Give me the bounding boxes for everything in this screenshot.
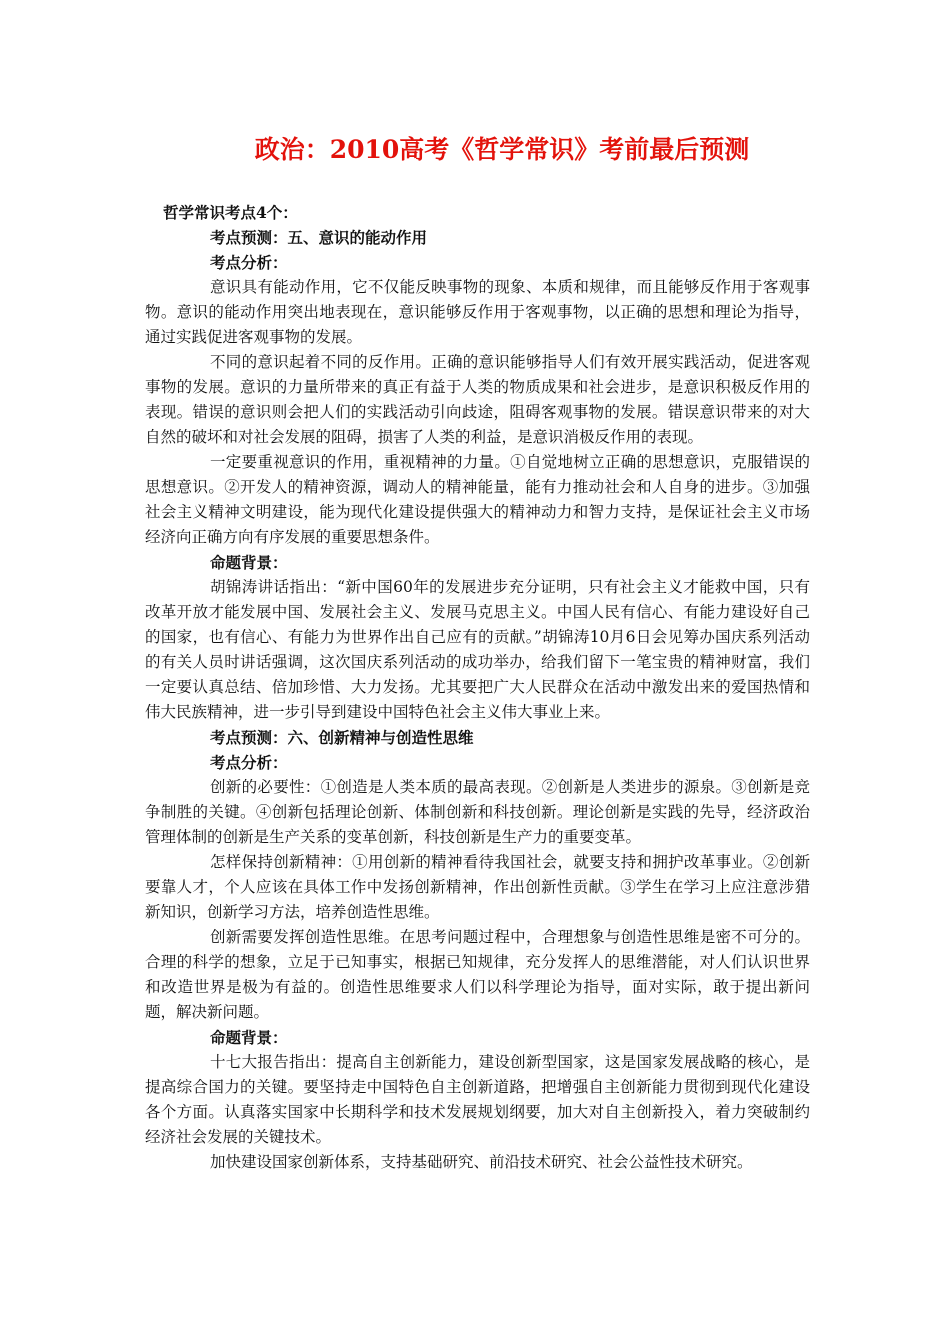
section2-background-label: 命题背景：	[210, 1028, 288, 1047]
section2-paragraph-1: 创新的必要性：①创造是人类本质的最高表现。②创新是人类进步的源泉。③创新是竞争制胜的关键。④创新包括理论创新、体制创新和科技创新。理论创新是实践的先导，经济政治管理体制的创新是生产关系的变革创新，科技创新是生产力的重要变革。	[145, 778, 810, 846]
section1-analysis-label: 考点分析：	[210, 253, 288, 272]
document-body	[145, 200, 810, 1175]
document-title: 政治：2010高考《哲学常识》考前最后预测	[254, 135, 750, 164]
section2-paragraph-2: 怎样保持创新精神：①用创新的精神看待我国社会，就要支持和拥护改革事业。②创新要靠人才，个人应该在具体工作中发扬创新精神，作出创新性贡献。③学生在学习上应注意涉猎新知识，创新学习方法，培养创造性思维。	[145, 853, 810, 921]
intro-line: 哲学常识考点4个：	[163, 203, 298, 222]
section1-paragraph-3: 一定要重视意识的作用，重视精神的力量。①自觉地树立正确的思想意识，克服错误的思想意识。②开发人的精神资源，调动人的精神能量，能有力推动社会和人自身的进步。③加强社会主义精神文明建设，能为现代化建设提供强大的精神动力和智力支持，是保证社会主义市场经济向正确方向有序发展的重要思想条件。	[145, 453, 810, 546]
section2-heading: 考点预测：六、创新精神与创造性思维	[210, 728, 474, 747]
section1-paragraph-1: 意识具有能动作用，它不仅能反映事物的现象、本质和规律，而且能够反作用于客观事物。意识的能动作用突出地表现在，意识能够反作用于客观事物，以正确的思想和理论为指导，通过实践促进客观事物的发展。	[145, 278, 810, 346]
section1-background-label: 命题背景：	[210, 553, 288, 572]
section2-analysis-label: 考点分析：	[210, 753, 288, 772]
section2-paragraph-3: 创新需要发挥创造性思维。在思考问题过程中，合理想象与创造性思维是密不可分的。合理的科学的想象，立足于已知事实，根据已知规律，充分发挥人的思维潜能，对人们认识世界和改造世界是极为有益的。创造性思维要求人们以科学理论为指导，面对实际，敢于提出新问题，解决新问题。	[145, 928, 810, 1021]
section1-paragraph-2: 不同的意识起着不同的反作用。正确的意识能够指导人们有效开展实践活动，促进客观事物的发展。意识的力量所带来的真正有益于人类的物质成果和社会进步，是意识积极反作用的表现。错误的意识则会把人们的实践活动引向歧途，阻碍客观事物的发展。错误意识带来的对大自然的破坏和对社会发展的阻碍，损害了人类的利益，是意识消极反作用的表现。	[145, 353, 810, 446]
section1-heading: 考点预测：五、意识的能动作用	[210, 228, 428, 247]
section2-background-2: 加快建设国家创新体系，支持基础研究、前沿技术研究、社会公益性技术研究。	[210, 1153, 753, 1171]
section1-background: 胡锦涛讲话指出：“新中国60年的发展进步充分证明，只有社会主义才能救中国，只有改革开放才能发展中国、发展社会主义、发展马克思主义。中国人民有信心、有能力建设好自己的国家，也有信心、有能力为世界作出自己应有的贡献。”胡锦涛10月6日会见筹办国庆系列活动的有关人员时讲话强调，这次国庆系列活动的成功举办，给我们留下一笔宝贵的精神财富，我们一定要认真总结、倍加珍惜、大力发扬。尤其要把广大人民群众在活动中激发出来的爱国热情和伟大民族精神，进一步引导到建设中国特色社会主义伟大事业上来。	[145, 578, 810, 721]
section2-background-1: 十七大报告指出：提高自主创新能力，建设创新型国家，这是国家发展战略的核心，是提高综合国力的关键。要坚持走中国特色自主创新道路，把增强自主创新能力贯彻到现代化建设各个方面。认真落实国家中长期科学和技术发展规划纲要，加大对自主创新投入，着力突破制约经济社会发展的关键技术。	[145, 1053, 810, 1146]
